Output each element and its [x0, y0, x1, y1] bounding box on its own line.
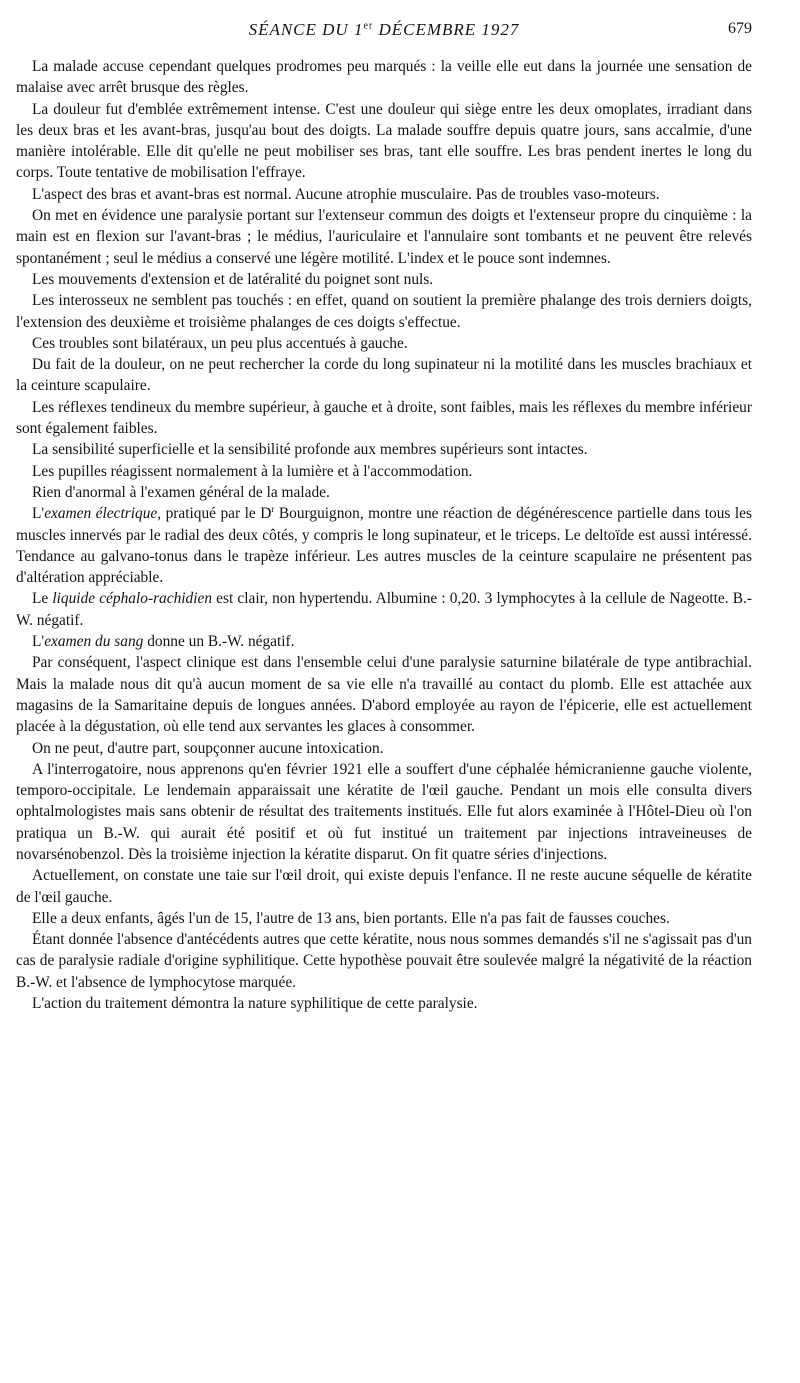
paragraph [16, 333, 752, 354]
page-number: 679 [728, 20, 752, 37]
text-run: Le [32, 590, 53, 608]
paragraph [16, 269, 752, 290]
text-run: L'aspect des bras et avant-bras est normal. Aucune atrophie musculaire. Pas de troubles vaso-moteurs. [32, 185, 660, 203]
text-run: La douleur fut d'emblée extrêmement intense. C'est une douleur qui siège entre les deux omoplates, irradiant dans les deux bras et les avant-bras, jusqu'au bout des doigts. La malade souffre depuis quatre jours, sans accalmie, d'une manière intolérable. Elle dit qu'elle ne peut mobiliser ses bras, tant elle souffre. Les bras pendent inertes le long du corps. Toute tentative de mobilisation l'effraye. [16, 100, 752, 182]
paragraph [16, 759, 752, 865]
text-run: , pratiqué par le D [157, 505, 272, 523]
paragraph [16, 354, 752, 397]
text-run: Rien d'anormal à l'examen général de la malade. [32, 483, 330, 501]
paragraph [16, 461, 752, 482]
text-run: L'action du traitement démontra la nature syphilitique de cette paralysie. [32, 995, 478, 1013]
superscript: r [271, 504, 275, 515]
text-run: Elle a deux enfants, âgés l'un de 15, l'autre de 13 ans, bien portants. Elle n'a pas fait de fausses couches. [32, 909, 670, 927]
italic-term: examen du sang [44, 633, 144, 651]
paragraph [16, 929, 752, 993]
text-run: Actuellement, on constate une taie sur l'œil droit, qui existe depuis l'enfance. Il ne reste aucune séquelle de kératite de l'œil gauche. [16, 867, 752, 906]
paragraph [16, 482, 752, 503]
text-run: Étant donnée l'absence d'antécédents autres que cette kératite, nous nous sommes demandés s'il ne s'agissait pas d'un cas de paralysie radiale d'origine syphilitique. Cette hypothèse pouvait être soulevée malgré la négativité de la réaction B.-W. et l'absence de lymphocytose marquée. [16, 931, 752, 991]
running-title [16, 20, 752, 40]
text-run: Les pupilles réagissent normalement à la lumière et à l'accommodation. [32, 462, 473, 480]
text-run: Les interosseux ne semblent pas touchés : en effet, quand on soutient la première phalange des trois derniers doigts, l'extension des deuxième et troisième phalanges de ces doigts s'effectue. [16, 292, 752, 331]
text-run: L' [32, 505, 45, 523]
italic-term: liquide céphalo-rachidien [52, 590, 213, 608]
paragraph [16, 738, 752, 759]
paragraph [16, 993, 752, 1014]
text-run: donne un B.-W. négatif. [143, 633, 295, 651]
text-run: L' [32, 633, 45, 651]
text-run: est clair, non hypertendu. Albumine : 0,20. 3 lymphocytes à la cellule de Nageotte. B.-W. négatif. [16, 590, 752, 629]
text-run: A l'interrogatoire, nous apprenons qu'en février 1921 elle a souffert d'une céphalée hémicranienne gauche violente, temporo-occipitale. Le lendemain apparaissait une kératite de l'œil gauche. Pendant un mois elle consulta divers ophtalmologistes mais sans obtenir de résultat des traitements institués. Elle fut alors examinée à l'Hôtel-Dieu où l'on pratiqua un B.-W. qui aurait été positif et où fut institué un traitement par injections intraveineuses de novarsénobenzol. Dès la troisième injection la kératite disparut. On fit quatre séries d'injections. [16, 760, 752, 863]
title-part: SÉANCE DU 1 [248, 20, 364, 39]
text-run: La sensibilité superficielle et la sensibilité profonde aux membres supérieurs sont intactes. [32, 441, 588, 459]
paragraph [16, 56, 752, 99]
paragraph [16, 290, 752, 333]
running-head [16, 20, 752, 46]
paragraph [16, 397, 752, 440]
body-text [16, 56, 752, 1014]
text-run: Par conséquent, l'aspect clinique est dans l'ensemble celui d'une paralysie saturnine bilatérale de type antibrachial. Mais la malade nous dit qu'à aucun moment de sa vie elle n'a travaillé au contact du plomb. Elle est attachée aux magasins de la Samaritaine depuis de longues années. D'abord employée au rayon de l'épicerie, elle est actuellement placée à la dégustation, où elle tend aux servantes les glaces à consommer. [16, 654, 752, 736]
text-run: On met en évidence une paralysie portant sur l'extenseur commun des doigts et l'extenseur propre du cinquième : la main est en flexion sur l'avant-bras ; le médius, l'auriculaire et l'annulaire sont tombants et ne peuvent être relevés spontanément ; seul le médius a conservé une légère motilité. L'index et le pouce sont indemnes. [16, 207, 752, 267]
paragraph [16, 652, 752, 737]
italic-term: examen électrique [44, 505, 158, 523]
text-run: Du fait de la douleur, on ne peut rechercher la corde du long supinateur ni la motilité dans les muscles brachiaux et la ceinture scapulaire. [16, 356, 752, 395]
title-part: DÉCEMBRE 1927 [373, 20, 520, 39]
text-run: Bourguignon, montre une réaction de dégénérescence partielle dans tous les muscles innervés par le radial des deux côtés, y compris le long supinateur, et le triceps. Le deltoïde est aussi intéressé. Tendance au galvano-tonus dans le trapèze inférieur. Les autres muscles de la ceinture scapulaire ne présentent pas d'altération appréciable. [16, 505, 752, 587]
paragraph [16, 631, 752, 652]
paragraph [16, 205, 752, 269]
text-run: La malade accuse cependant quelques prodromes peu marqués : la veille elle eut dans la journée une sensation de malaise avec arrêt brusque des règles. [16, 58, 752, 97]
paragraph [16, 503, 752, 588]
title-superscript: er [363, 20, 374, 32]
text-run: Les réflexes tendineux du membre supérieur, à gauche et à droite, sont faibles, mais les réflexes du membre inférieur sont également faibles. [16, 398, 752, 438]
text-run: On ne peut, d'autre part, soupçonner aucune intoxication. [32, 739, 384, 757]
paragraph [16, 439, 752, 460]
paragraph [16, 865, 752, 908]
text-run: Les mouvements d'extension et de latéralité du poignet sont nuls. [32, 270, 434, 288]
paragraph [16, 184, 752, 205]
paragraph [16, 908, 752, 929]
paragraph [16, 588, 752, 631]
paragraph [16, 99, 752, 184]
text-run: Ces troubles sont bilatéraux, un peu plus accentués à gauche. [32, 334, 408, 352]
